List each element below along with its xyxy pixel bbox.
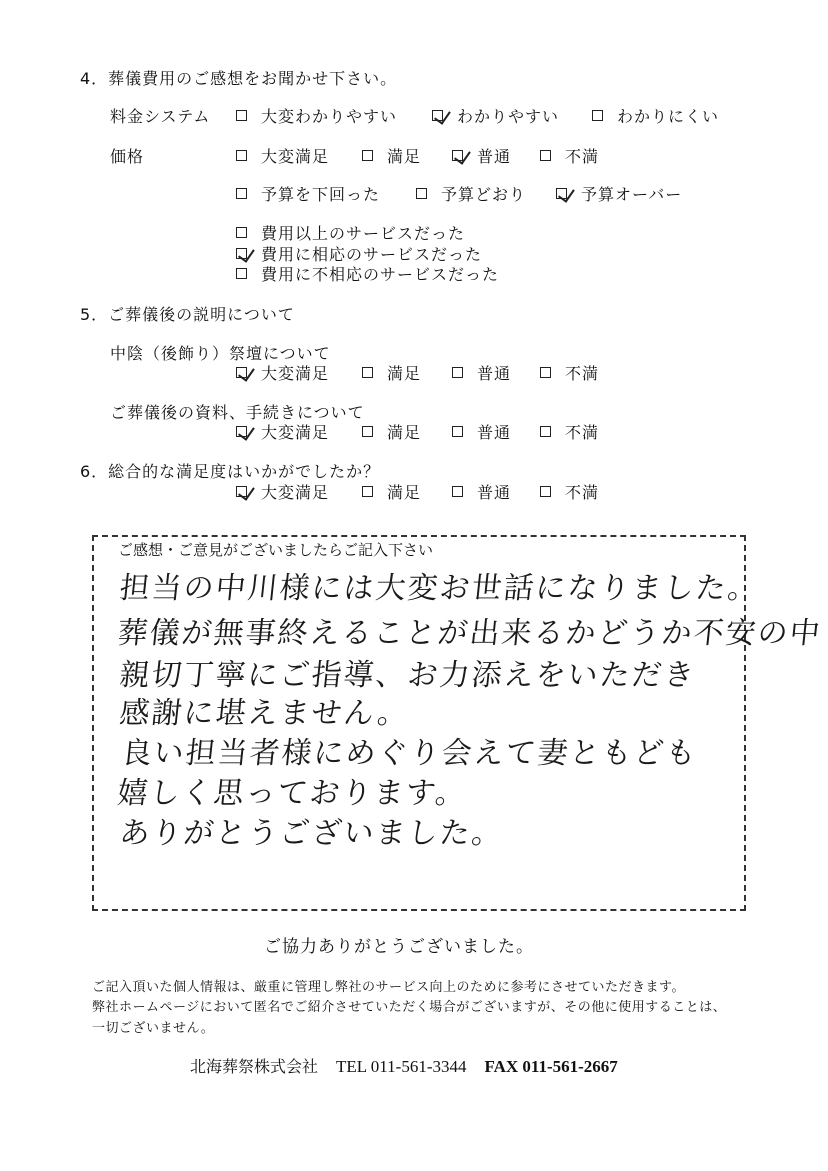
price-option-satisfied[interactable]: 満足 (362, 144, 421, 167)
fee-system-label: 料金システム (110, 107, 211, 126)
altar-label: 中陰（後飾り）祭壇について (110, 344, 331, 363)
budget-option-as-planned[interactable]: 予算どおり (416, 182, 526, 205)
section6-heading: 6．総合的な満足度はいかがでしたか？ (80, 462, 381, 481)
company-footer (190, 1054, 618, 1077)
checkbox-icon[interactable] (416, 188, 427, 199)
checkbox-icon[interactable] (452, 426, 463, 437)
checkbox-icon[interactable] (236, 110, 247, 121)
overall-option-very-satisfied[interactable]: 大変満足 (236, 480, 329, 503)
section4-heading: 4．葬儀費用のご感想をお聞かせ下さい。 (80, 69, 398, 88)
company-tel: TEL 011-561-3344 (336, 1057, 467, 1076)
checkbox-icon[interactable] (236, 268, 247, 279)
checkbox-icon[interactable] (362, 367, 373, 378)
fee-system-option-unclear[interactable]: わかりにくい (592, 104, 719, 127)
value-option-below[interactable]: 費用に不相応のサービスだった (236, 262, 499, 285)
checkbox-icon[interactable] (540, 426, 551, 437)
price-option-very-satisfied[interactable]: 大変満足 (236, 144, 329, 167)
comment-line: ありがとうございました。 (117, 816, 506, 851)
price-option-normal[interactable]: 普通 (452, 144, 511, 167)
procedures-label: ご葬儀後の資料、手続きについて (110, 403, 365, 422)
section5-heading: 5．ご葬儀後の説明について (80, 305, 295, 324)
privacy-notice-line: ご記入頂いた個人情報は、厳重に管理し弊社のサービス向上のために参考にさせていただきます。 (92, 980, 685, 995)
checkbox-icon[interactable] (540, 150, 551, 161)
checkbox-icon[interactable] (540, 367, 551, 378)
company-fax: FAX 011-561-2667 (484, 1057, 618, 1076)
privacy-notice-line: 一切ございません。 (92, 1021, 215, 1036)
checkbox-icon[interactable] (540, 486, 551, 497)
checked-checkbox-icon[interactable] (236, 248, 247, 259)
comment-line: 嬉しく思っております。 (115, 776, 470, 811)
checkbox-icon[interactable] (236, 188, 247, 199)
comment-line: 良い担当者様にめぐり会えて妻ともども (119, 736, 700, 771)
overall-option-satisfied[interactable]: 満足 (362, 480, 421, 503)
checked-checkbox-icon[interactable] (556, 188, 567, 199)
comment-line: 親切丁寧にご指導、お力添えをいただき (117, 658, 698, 693)
altar-option-normal[interactable]: 普通 (452, 361, 511, 384)
altar-option-very-satisfied[interactable]: 大変満足 (236, 361, 329, 384)
budget-option-over[interactable]: 予算オーバー (556, 182, 682, 205)
comment-line: 葬儀が無事終えることが出来るかどうか不安の中 (115, 616, 824, 651)
procedures-option-very-satisfied[interactable]: 大変満足 (236, 420, 329, 443)
altar-option-satisfied[interactable]: 満足 (362, 361, 421, 384)
checkbox-icon[interactable] (452, 367, 463, 378)
overall-option-normal[interactable]: 普通 (452, 480, 511, 503)
checked-checkbox-icon[interactable] (452, 150, 463, 161)
value-option-above[interactable]: 費用以上のサービスだった (236, 221, 465, 244)
overall-option-dissatisfied[interactable]: 不満 (540, 480, 599, 503)
altar-option-dissatisfied[interactable]: 不満 (540, 361, 599, 384)
company-name: 北海葬祭株式会社 (190, 1057, 319, 1076)
procedures-option-satisfied[interactable]: 満足 (362, 420, 421, 443)
fee-system-option-very-clear[interactable]: 大変わかりやすい (236, 104, 397, 127)
privacy-notice-line: 弊社ホームページにおいて匿名でご紹介させていただく場合がございますが、その他に使用することは、 (92, 1000, 727, 1015)
thanks-message: ご協力ありがとうございました。 (264, 937, 534, 957)
fee-system-option-clear[interactable]: わかりやすい (432, 104, 559, 127)
checkbox-icon[interactable] (362, 426, 373, 437)
comment-box-title: ご感想・ご意見がございましたらご記入下さい (115, 539, 436, 560)
checkbox-icon[interactable] (236, 150, 247, 161)
value-option-matching[interactable]: 費用に相応のサービスだった (236, 242, 482, 265)
checked-checkbox-icon[interactable] (236, 486, 247, 497)
procedures-option-dissatisfied[interactable]: 不満 (540, 420, 599, 443)
checkbox-icon[interactable] (362, 486, 373, 497)
checkbox-icon[interactable] (236, 227, 247, 238)
price-option-dissatisfied[interactable]: 不満 (540, 144, 599, 167)
checkbox-icon[interactable] (452, 486, 463, 497)
procedures-option-normal[interactable]: 普通 (452, 420, 511, 443)
checkbox-icon[interactable] (592, 110, 603, 121)
checkbox-icon[interactable] (362, 150, 373, 161)
price-label: 価格 (110, 147, 145, 166)
budget-option-under[interactable]: 予算を下回った (236, 182, 380, 205)
comment-line: 担当の中川様には大変お世話になりました。 (117, 571, 762, 606)
comment-line: 感謝に堪えません。 (117, 696, 412, 731)
checked-checkbox-icon[interactable] (432, 110, 443, 121)
checked-checkbox-icon[interactable] (236, 426, 247, 437)
checked-checkbox-icon[interactable] (236, 367, 247, 378)
